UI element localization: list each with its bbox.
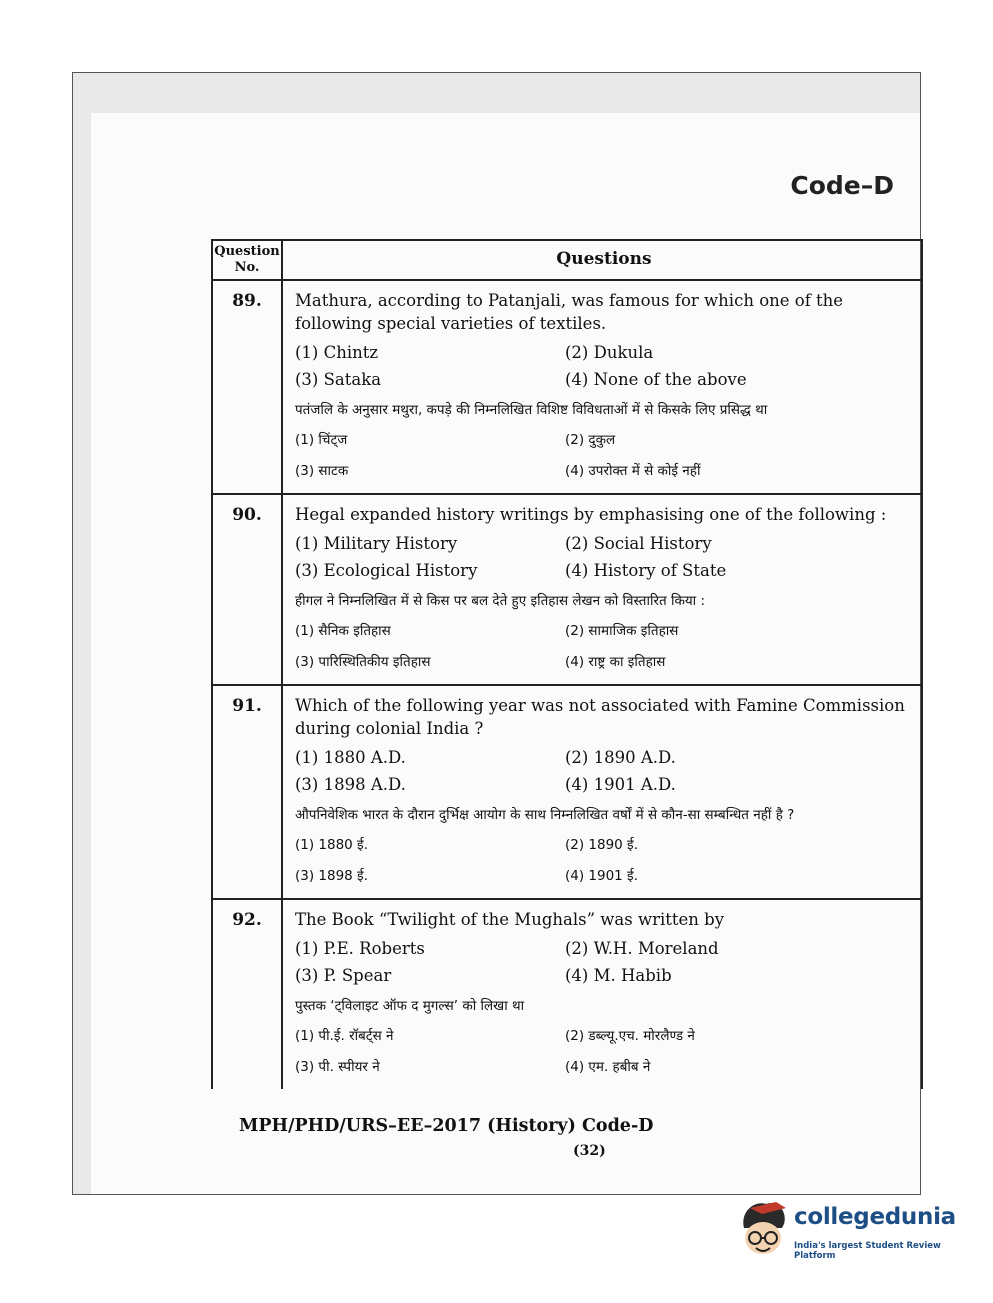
option: (4) History of State [565,561,727,580]
scanned-page [72,72,921,1195]
question-text-en: Mathura, according to Patanjali, was famous for which one of the following special varieties of textiles. [295,291,844,333]
question-text-en: Which of the following year was not associated with Famine Commission during colonial India ? [295,696,905,738]
options-en [295,935,913,989]
question-number: 89. [213,281,283,493]
option: (1) पी.ई. रॉबर्ट्स ने [295,1028,394,1044]
question-row-90 [213,495,921,686]
question-text-en: The Book “Twilight of the Mughals” was written by [295,910,725,929]
option: (1) 1880 A.D. [295,748,406,767]
question-row-92 [213,900,921,1089]
option: (3) पी. स्पीयर ने [295,1059,380,1075]
option: (2) 1890 ई. [565,837,638,853]
page-number: (32) [573,1143,606,1159]
option: (2) Dukula [565,343,654,362]
option: (1) Chintz [295,343,379,362]
header-questions: Questions [556,249,652,269]
option: (4) 1901 A.D. [565,775,676,794]
brand-name: collegedunia [794,1204,956,1230]
option: (3) Ecological History [295,561,478,580]
question-text-hi: औपनिवेशिक भारत के दौरान दुर्भिक्ष आयोग के साथ निम्नलिखित वर्षों में से कौन-सा सम्बन्धित नहीं है ? [295,807,795,823]
brand-tagline: India's largest Student Review Platform [794,1241,941,1261]
options-en [295,339,913,393]
options-hi [295,830,913,892]
option: (2) डब्ल्यू.एच. मोरलैण्ड ने [565,1028,695,1044]
question-text-hi: हीगल ने निम्नलिखित में से किस पर बल देते हुए इतिहास लेखन को विस्तारित किया : [295,593,705,609]
option: (3) साटक [295,463,349,479]
option: (1) चिंट्ज [295,432,348,448]
option: (2) सामाजिक इतिहास [565,623,679,639]
option: (4) राष्ट्र का इतिहास [565,654,666,670]
option: (3) पारिस्थितिकीय इतिहास [295,654,431,670]
option: (3) 1898 A.D. [295,775,406,794]
options-hi [295,1021,913,1083]
header-question-no: Question No. [213,241,283,279]
table-header [213,241,921,281]
option: (3) Sataka [295,370,382,389]
options-en [295,530,913,584]
mascot-icon [736,1198,790,1260]
exam-sheet [91,113,920,1194]
question-number: 92. [213,900,283,1089]
question-text-hi: पुस्तक ‘ट्विलाइट ऑफ द मुगल्स’ को लिखा था [295,998,525,1014]
question-text-hi: पतंजलि के अनुसार मथुरा, कपड़े की निम्नलिखित विशिष्ट विविधताओं में से किसके लिए प्रसिद्ध था [295,402,768,418]
option: (3) P. Spear [295,966,392,985]
option: (1) Military History [295,534,458,553]
option: (1) 1880 ई. [295,837,368,853]
code-label: Code–D [790,171,894,200]
option: (2) 1890 A.D. [565,748,676,767]
options-en [295,744,913,798]
question-number: 91. [213,686,283,898]
questions-table [211,239,923,1089]
question-row-89 [213,281,921,495]
option: (2) दुकुल [565,432,616,448]
option: (4) एम. हबीब ने [565,1059,651,1075]
collegedunia-logo[interactable] [736,1196,966,1266]
question-row-91 [213,686,921,900]
option: (4) None of the above [565,370,747,389]
option: (4) M. Habib [565,966,672,985]
option: (4) 1901 ई. [565,868,638,884]
option: (1) सैनिक इतिहास [295,623,391,639]
question-text-en: Hegal expanded history writings by emphasising one of the following : [295,505,887,524]
options-hi [295,616,913,678]
option: (2) Social History [565,534,712,553]
option: (2) W.H. Moreland [565,939,719,958]
options-hi [295,425,913,487]
option: (3) 1898 ई. [295,868,368,884]
exam-footer: MPH/PHD/URS–EE–2017 (History) Code-D [239,1116,654,1136]
option: (4) उपरोक्त में से कोई नहीं [565,463,701,479]
option: (1) P.E. Roberts [295,939,425,958]
question-number: 90. [213,495,283,684]
